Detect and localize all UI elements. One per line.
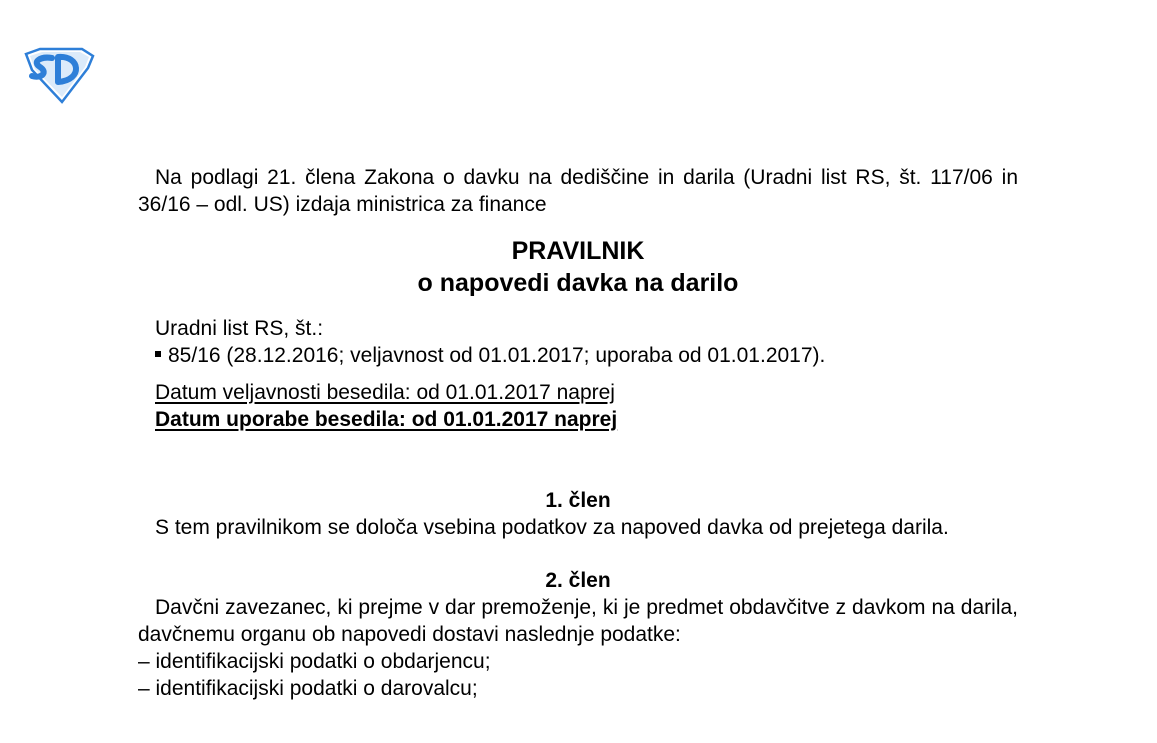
gazette-entry-text: 85/16 (28.12.2016; veljavnost od 01.01.2017; uporaba od 01.01.2017). (168, 344, 826, 367)
list-item: – identifikacijski podatki o darovalcu; (138, 677, 478, 700)
intro-paragraph: Na podlagi 21. člena Zakona o davku na dediščine in darila (Uradni list RS, št. 117/06 in 36/16 – odl. US) izdaja ministrica za finance (138, 166, 1018, 216)
validity-date: Datum veljavnosti besedila: od 01.01.2017 naprej (155, 381, 615, 404)
dates-block (155, 379, 1018, 433)
article-2-text: Davčni zavezanec, ki prejme v dar premoženje, ki je predmet obdavčitve z davkom na darila, davčnemu organu ob napovedi dostavi naslednje podatke: (138, 596, 1018, 646)
document-subtitle: o napovedi davka na darilo (417, 269, 739, 297)
list-item: – identifikacijski podatki o obdarjencu; (138, 650, 491, 673)
article-2-list (138, 648, 1018, 702)
document-body (138, 164, 1018, 702)
document-title: PRAVILNIK (511, 237, 645, 265)
sd-logo-icon (20, 46, 96, 104)
article-2-heading: 2. člen (545, 569, 611, 592)
article-1-text: S tem pravilnikom se določa vsebina podatkov za napoved davka od prejetega darila. (155, 516, 949, 539)
gazette-block (155, 315, 1018, 369)
gazette-label: Uradni list RS, št.: (155, 317, 324, 340)
bullet-icon (155, 351, 161, 357)
article-1-heading: 1. člen (545, 489, 611, 512)
application-date: Datum uporabe besedila: od 01.01.2017 naprej (155, 408, 618, 431)
gazette-entry (155, 342, 1018, 369)
